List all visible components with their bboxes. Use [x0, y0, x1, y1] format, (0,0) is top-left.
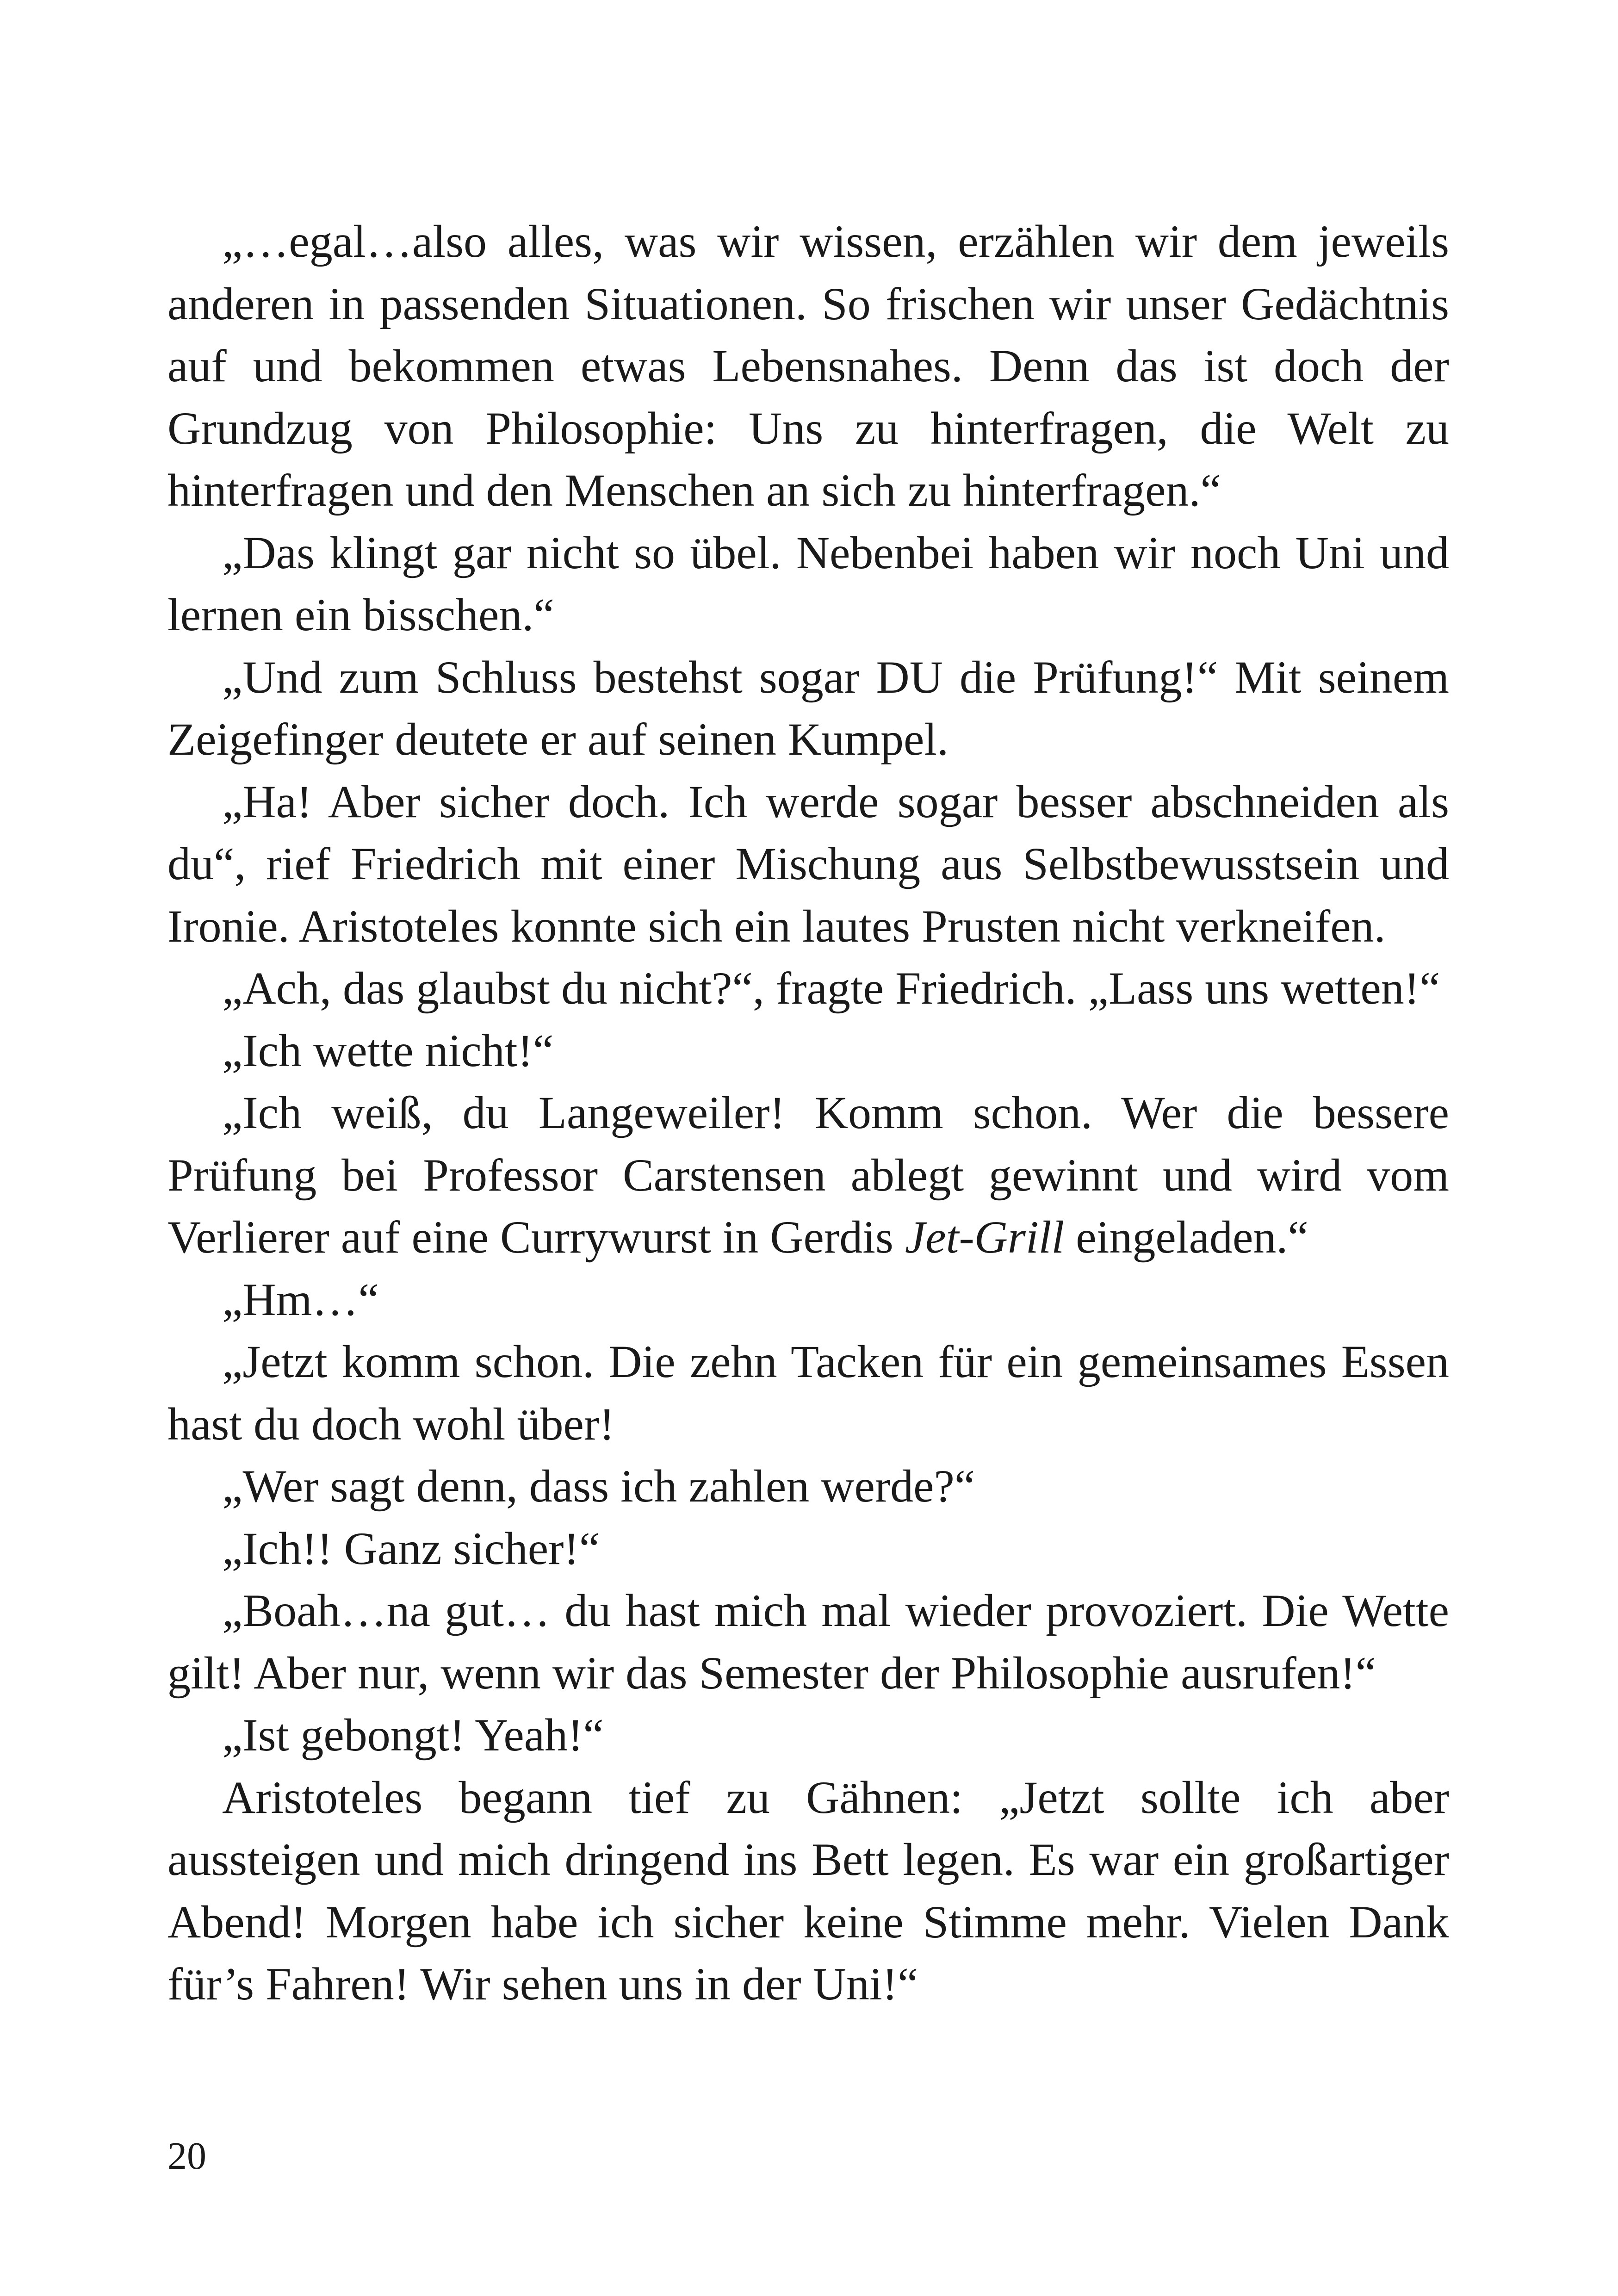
paragraph: „Ich!! Ganz sicher!“: [222, 1522, 600, 1574]
paragraph-text: „Ich weiß, du Langeweiler! Komm schon. Wer die bessere Prüfung bei Professor Carstensen ablegt gewinnt und wird vom Verlierer auf eine Currywurst in Gerdis: [167, 1087, 1449, 1263]
paragraph: „Ist gebongt! Yeah!“: [222, 1709, 604, 1761]
paragraph: „Ach, das glaubst du nicht?“, fragte Friedrich. „Lass uns wetten!“: [222, 962, 1440, 1014]
italic-name: Jet-Grill: [905, 1211, 1065, 1263]
paragraph: [167, 1082, 1449, 1269]
paragraph: „Ha! Aber sicher doch. Ich werde sogar besser abschneiden als du“, rief Friedrich mit einer Mischung aus Selbstbewusstsein und Ironie. Aristoteles konnte sich ein lautes Prusten nicht verkneifen.: [167, 776, 1449, 952]
paragraph: „Jetzt komm schon. Die zehn Tacken für ein gemeinsames Essen hast du doch wohl über!: [167, 1336, 1449, 1450]
paragraph: „Wer sagt denn, dass ich zahlen werde?“: [222, 1460, 975, 1512]
paragraph: „Ich wette nicht!“: [222, 1024, 554, 1076]
paragraph: „Hm…“: [222, 1273, 379, 1325]
paragraph: „Das klingt gar nicht so übel. Nebenbei haben wir noch Uni und lernen ein bisschen.“: [167, 527, 1449, 640]
paragraph: „…egal…also alles, was wir wissen, erzählen wir dem jeweils anderen in passenden Situationen. So frischen wir unser Gedächtnis auf und bekommen etwas Lebensnahes. Denn das ist doch der Grundzug von Philosophie: Uns zu hinterfragen, die Welt zu hinterfragen und den Menschen an sich zu hinterfragen.“: [167, 216, 1449, 516]
page-number: 20: [167, 2135, 206, 2178]
paragraph-text: eingeladen.“: [1064, 1211, 1308, 1263]
paragraph: Aristoteles begann tief zu Gähnen: „Jetzt sollte ich aber aussteigen und mich dringend ins Bett legen. Es war ein großartiger Abend! Morgen habe ich sicher keine Stimme mehr. Vielen Dank für’s Fahren! Wir sehen uns in der Uni!“: [167, 1771, 1449, 2010]
body-text: [167, 211, 1449, 2016]
paragraph: „Boah…na gut… du hast mich mal wieder provoziert. Die Wette gilt! Aber nur, wenn wir das Semester der Philosophie ausrufen!“: [167, 1585, 1449, 1699]
paragraph: „Und zum Schluss bestehst sogar DU die Prüfung!“ Mit seinem Zeigefinger deutete er auf seinen Kumpel.: [167, 651, 1449, 765]
